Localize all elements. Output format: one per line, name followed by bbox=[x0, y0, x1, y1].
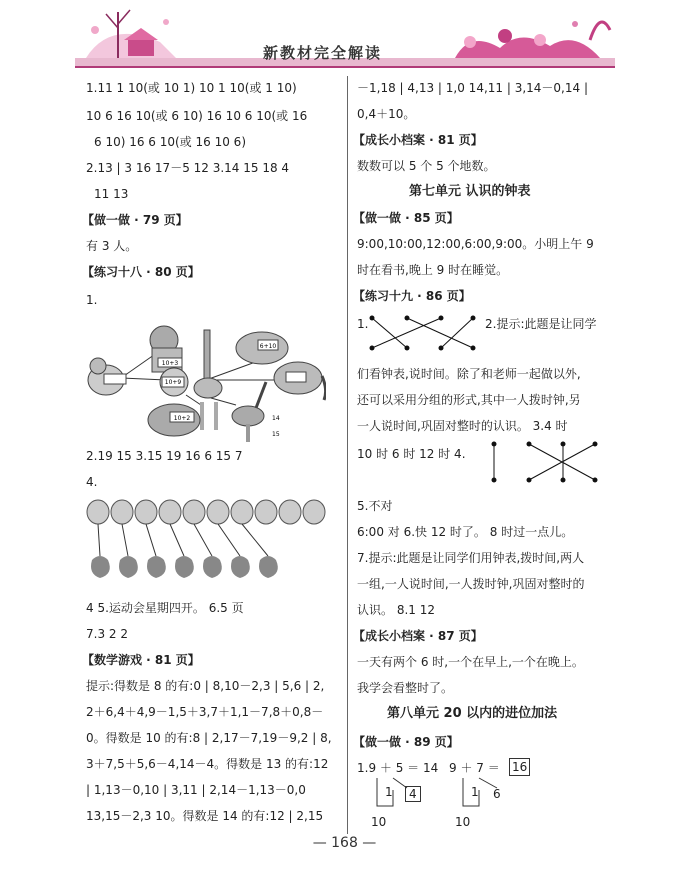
question-number: 1. bbox=[86, 293, 98, 307]
answer-line: 时在看书,晚上 9 时在睡觉。 bbox=[357, 263, 509, 277]
squirrel-row bbox=[91, 556, 278, 578]
answer-line: 我学会看整时了。 bbox=[357, 681, 454, 695]
unit-title: 第八单元 20 以内的进位加法 bbox=[387, 706, 558, 721]
answer-line: 认识。 8.1 12 bbox=[357, 603, 435, 617]
answer-line: 0,4＋10。 bbox=[357, 107, 416, 121]
answer-line: 7.提示:此题是让同学们用钟表,拨时间,两人 bbox=[357, 551, 585, 565]
answer-line: 6:00 对 6.快 12 时了。 8 时过一点儿。 bbox=[357, 525, 574, 539]
answer-line: 数数可以 5 个 5 个地数。 bbox=[357, 159, 496, 173]
rhino-icon bbox=[148, 404, 200, 436]
answer-line: 1.11 1 10(或 10 1) 10 1 10(或 1 10) bbox=[86, 81, 297, 95]
answer-line: | 1,13－0,10 | 3,11 | 2,14－1,13－0,0 bbox=[86, 783, 306, 797]
section-heading: 【成长小档案 · 87 页】 bbox=[353, 629, 483, 643]
mushroom-row bbox=[87, 500, 325, 524]
section-heading: 【练习十九 · 86 页】 bbox=[353, 289, 471, 303]
antelope-label-2: 15 bbox=[272, 431, 280, 438]
column-divider bbox=[347, 76, 348, 834]
answer-line: 13,15－2,3 10。得数是 14 的有:12 | 2,15 bbox=[86, 809, 324, 823]
squirrel-matching-figure bbox=[86, 498, 326, 584]
dot-matching-figure-2 bbox=[491, 440, 601, 486]
squirrel-icon bbox=[203, 556, 222, 578]
splash-flowers-icon bbox=[455, 21, 610, 58]
answer-line: 5.不对 bbox=[357, 499, 393, 513]
answer-line: 3＋7,5＋5,6－4,14－4。得数是 13 的有:12 bbox=[86, 757, 329, 771]
mushroom-icon bbox=[159, 500, 181, 524]
mushroom-icon bbox=[135, 500, 157, 524]
mushroom-icon bbox=[279, 500, 301, 524]
header-rule bbox=[75, 66, 615, 68]
decomp-digit: 1 bbox=[471, 785, 479, 799]
mushroom-icon bbox=[303, 500, 325, 524]
answer-line: 还可以采用分组的形式,其中一人拨时钟,另 bbox=[357, 393, 581, 407]
answer-line: 4 5.运动会星期四开。 6.5 页 bbox=[86, 601, 244, 615]
tiger-icon bbox=[88, 358, 126, 395]
equation-2: 9 ＋ 7 ＝ bbox=[449, 761, 500, 775]
elephant-icon bbox=[274, 362, 326, 400]
header-title: 新教材完全解读 bbox=[263, 44, 383, 62]
ten-label: 10 bbox=[455, 815, 471, 829]
answer-line: 11 13 bbox=[94, 187, 129, 201]
mushroom-icon bbox=[183, 500, 205, 524]
decomp-digit: 6 bbox=[493, 787, 501, 801]
answer-line: 2.19 15 3.15 19 16 6 15 7 bbox=[86, 449, 243, 463]
decomp-digit: 1 bbox=[385, 785, 393, 799]
antelope-label: 14 bbox=[272, 415, 280, 422]
mushroom-icon bbox=[207, 500, 229, 524]
answer-line: 9:00,10:00,12:00,6:00,9:00。小明上午 9 bbox=[357, 237, 594, 251]
answer-line: 2＋6,4＋4,9－1,5＋3,7＋1,1－7,8＋0,8－ bbox=[86, 705, 324, 719]
decomp-box: 4 bbox=[405, 786, 421, 802]
squirrel-icon bbox=[119, 556, 138, 578]
mushroom-icon bbox=[111, 500, 133, 524]
answer-line: 0。得数是 10 的有:8 | 2,17－7,19－9,2 | 8, bbox=[86, 731, 332, 745]
answer-line: 们看钟表,说时间。除了和老师一起做以外, bbox=[357, 367, 581, 381]
squirrel-icon bbox=[91, 556, 110, 578]
answer-line: 有 3 人。 bbox=[86, 239, 138, 253]
answer-line: －1,18 | 4,13 | 1,0 14,11 | 3,14－0,14 | bbox=[357, 81, 589, 95]
dot-matching-figure-1 bbox=[369, 314, 479, 354]
section-heading: 【成长小档案 · 81 页】 bbox=[353, 133, 483, 147]
antelope-icon bbox=[232, 382, 280, 442]
equation-1: 1.9 ＋ 5 ＝ 14 bbox=[357, 761, 439, 775]
answer-line: 一组,一人说时间,一人拨时钟,巩固对整时的 bbox=[357, 577, 585, 591]
rhino-label: 10+2 bbox=[173, 415, 191, 422]
answer-line: 提示:得数是 8 的有:0 | 8,10－2,3 | 5,6 | 2, bbox=[86, 679, 325, 693]
answer-line: 2.13 | 3 16 17－5 12 3.14 15 18 4 bbox=[86, 161, 290, 175]
rabbit-icon bbox=[160, 368, 188, 396]
animal-matching-figure bbox=[86, 320, 326, 442]
ten-label: 10 bbox=[371, 815, 387, 829]
answer-line: 2.提示:此题是让同学 bbox=[485, 317, 597, 331]
answer-line: 6 10) 16 6 10(或 16 10 6) bbox=[94, 135, 246, 149]
page-number: — 168 — bbox=[312, 835, 377, 851]
section-heading: 【数学游戏 · 81 页】 bbox=[82, 653, 200, 667]
squirrel-icon bbox=[231, 556, 250, 578]
squirrel-icon bbox=[175, 556, 194, 578]
section-heading: 【做一做 · 79 页】 bbox=[82, 213, 188, 227]
match-lines bbox=[98, 524, 268, 556]
lion-icon bbox=[150, 326, 182, 372]
decomposition-lines bbox=[357, 776, 527, 816]
question-number: 1. bbox=[357, 317, 369, 331]
answer-line: 10 6 16 10(或 6 10) 16 10 6 10(或 16 bbox=[86, 109, 308, 123]
squirrel-icon bbox=[259, 556, 278, 578]
section-heading: 【做一做 · 89 页】 bbox=[353, 735, 459, 749]
question-number: 4. bbox=[86, 475, 98, 489]
hippo-icon bbox=[236, 332, 288, 364]
lion-label: 10+3 bbox=[161, 360, 179, 367]
match-line bbox=[186, 395, 201, 405]
section-heading: 【做一做 · 85 页】 bbox=[353, 211, 459, 225]
squirrel-icon bbox=[147, 556, 166, 578]
mushroom-icon bbox=[87, 500, 109, 524]
answer-box: 16 bbox=[509, 758, 530, 776]
unit-title: 第七单元 认识的钟表 bbox=[409, 184, 531, 199]
tree-house-icon bbox=[86, 10, 176, 58]
match-line bbox=[121, 378, 166, 380]
page-header bbox=[0, 0, 689, 72]
answer-line: 一天有两个 6 时,一个在早上,一个在晚上。 bbox=[357, 655, 584, 669]
hippo-label: 6+10 bbox=[259, 343, 277, 350]
answer-line: 7.3 2 2 bbox=[86, 627, 128, 641]
mushroom-icon bbox=[231, 500, 253, 524]
rabbit-label: 10+9 bbox=[164, 379, 182, 386]
mushroom-icon bbox=[255, 500, 277, 524]
section-heading: 【练习十八 · 80 页】 bbox=[82, 265, 200, 279]
answer-line: 10 时 6 时 12 时 4. bbox=[357, 447, 466, 461]
answer-line: 一人说时间,巩固对整时的认识。 3.4 时 bbox=[357, 419, 568, 433]
